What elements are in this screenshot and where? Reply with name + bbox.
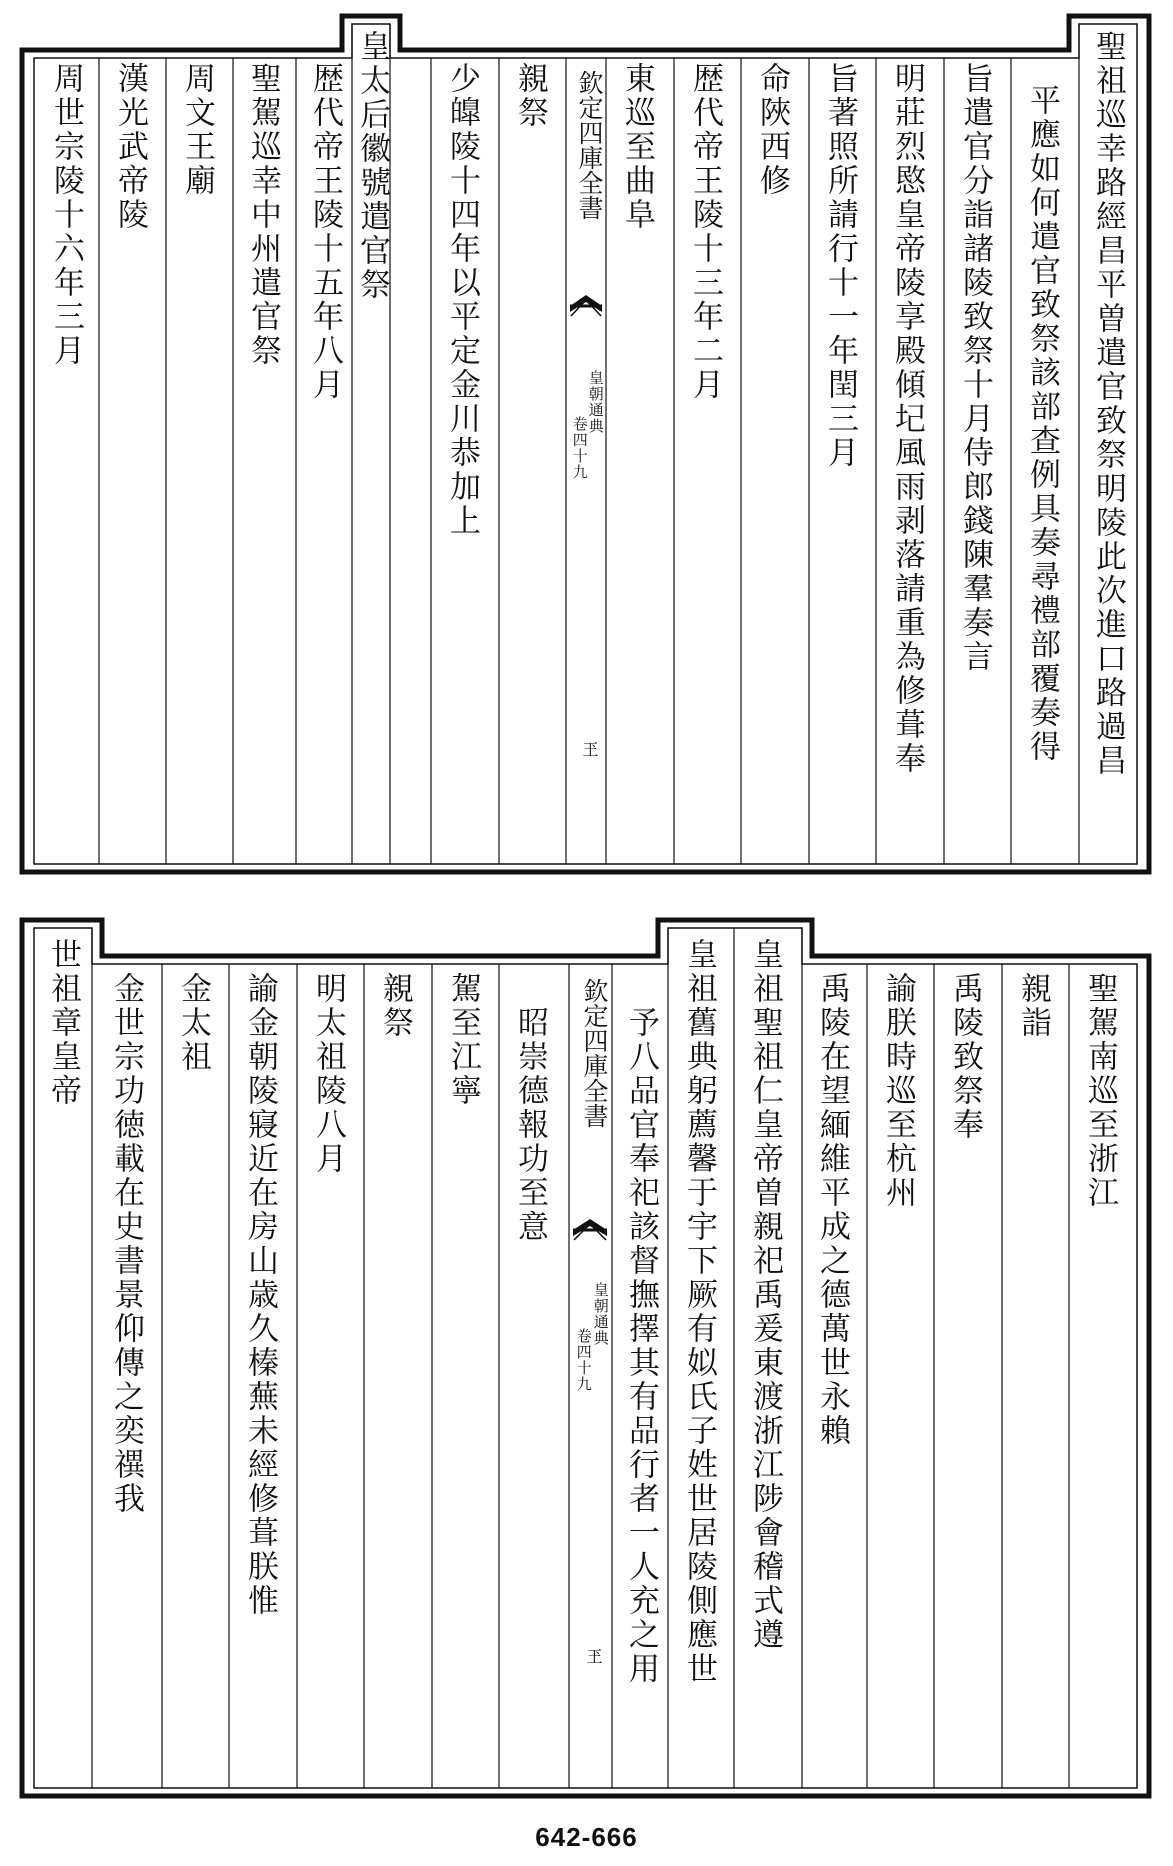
text-column: 明太祖陵八月 <box>310 972 346 1176</box>
text-column: 命陜西修 <box>754 62 790 198</box>
text-column: 駕至江寧 <box>445 972 481 1108</box>
text-column: 少皥陵十四年以平定金川恭加上 <box>444 62 480 538</box>
text-column: 昭崇德報功至意 <box>512 1006 548 1244</box>
text-column: 漢光武帝陵 <box>112 62 148 232</box>
text-column: 平應如何遣官致祭該部查例具奏尋禮部覆奏得 <box>1024 84 1060 764</box>
text-column: 明莊烈愍皇帝陵享殿傾圮風雨剥落請重為修葺奉 <box>889 62 925 776</box>
text-column: 旨著照所請行十一年閏三月 <box>822 62 858 470</box>
text-column: 金太祖 <box>175 972 211 1074</box>
chapter-title: 皇朝通典 <box>586 370 605 434</box>
bottom-page <box>14 910 1159 1803</box>
text-column: 聖駕巡幸中州遣官祭 <box>245 62 281 368</box>
text-column: 禹陵在望緬維平成之德萬世永賴 <box>814 972 850 1448</box>
leaf-number: 玊 <box>580 741 599 757</box>
book-title: 欽定四庫全書 <box>575 70 604 220</box>
text-column: 諭朕時巡至杭州 <box>880 972 916 1210</box>
text-column: 周文王廟 <box>179 62 215 198</box>
text-column: 親詣 <box>1015 972 1051 1040</box>
text-column: 歴代帝王陵十五年八月 <box>307 62 343 402</box>
text-column: 聖祖巡幸路經昌平曽遣官致祭明陵此次進口路過昌 <box>1090 30 1126 778</box>
text-column: 皇太后徽號遣官祭 <box>354 30 390 302</box>
text-column: 予八品官奉祀該督撫擇其有品行者一人充之用 <box>623 1006 659 1686</box>
text-column: 皇祖聖祖仁皇帝曽親祀禹爰東渡浙江陟會稽式遵 <box>747 938 783 1652</box>
text-column: 周世宗陵十六年三月 <box>48 62 84 368</box>
text-column: 世祖章皇帝 <box>45 938 81 1108</box>
book-title: 欽定四庫全書 <box>580 978 609 1128</box>
text-column: 諭金朝陵寢近在房山歳久榛蕪未經修葺朕惟 <box>242 972 278 1618</box>
leaf-number: 玊 <box>584 1648 603 1664</box>
text-column: 歴代帝王陵十三年二月 <box>687 62 723 402</box>
text-column: 東巡至曲阜 <box>619 62 655 232</box>
text-column: 皇祖舊典躬薦馨于宇下厥有姒氏子姓世居陵側應世 <box>681 938 717 1686</box>
chapter-title: 皇朝通典 <box>591 1282 610 1346</box>
page-reference-number: 642-666 <box>535 1822 638 1852</box>
volume-number: 卷四十九 <box>570 416 589 480</box>
text-column: 聖駕南巡至浙江 <box>1082 972 1118 1210</box>
top-page <box>14 6 1159 879</box>
text-column: 旨遣官分詣諸陵致祭十月侍郎錢陳羣奏言 <box>957 62 993 674</box>
text-column: 親祭 <box>512 62 548 130</box>
volume-number: 卷四十九 <box>574 1328 593 1392</box>
text-column: 金世宗功徳載在史書景仰傳之奕禩我 <box>108 972 144 1516</box>
text-column: 親祭 <box>377 972 413 1040</box>
text-column: 禹陵致祭奉 <box>947 972 983 1142</box>
